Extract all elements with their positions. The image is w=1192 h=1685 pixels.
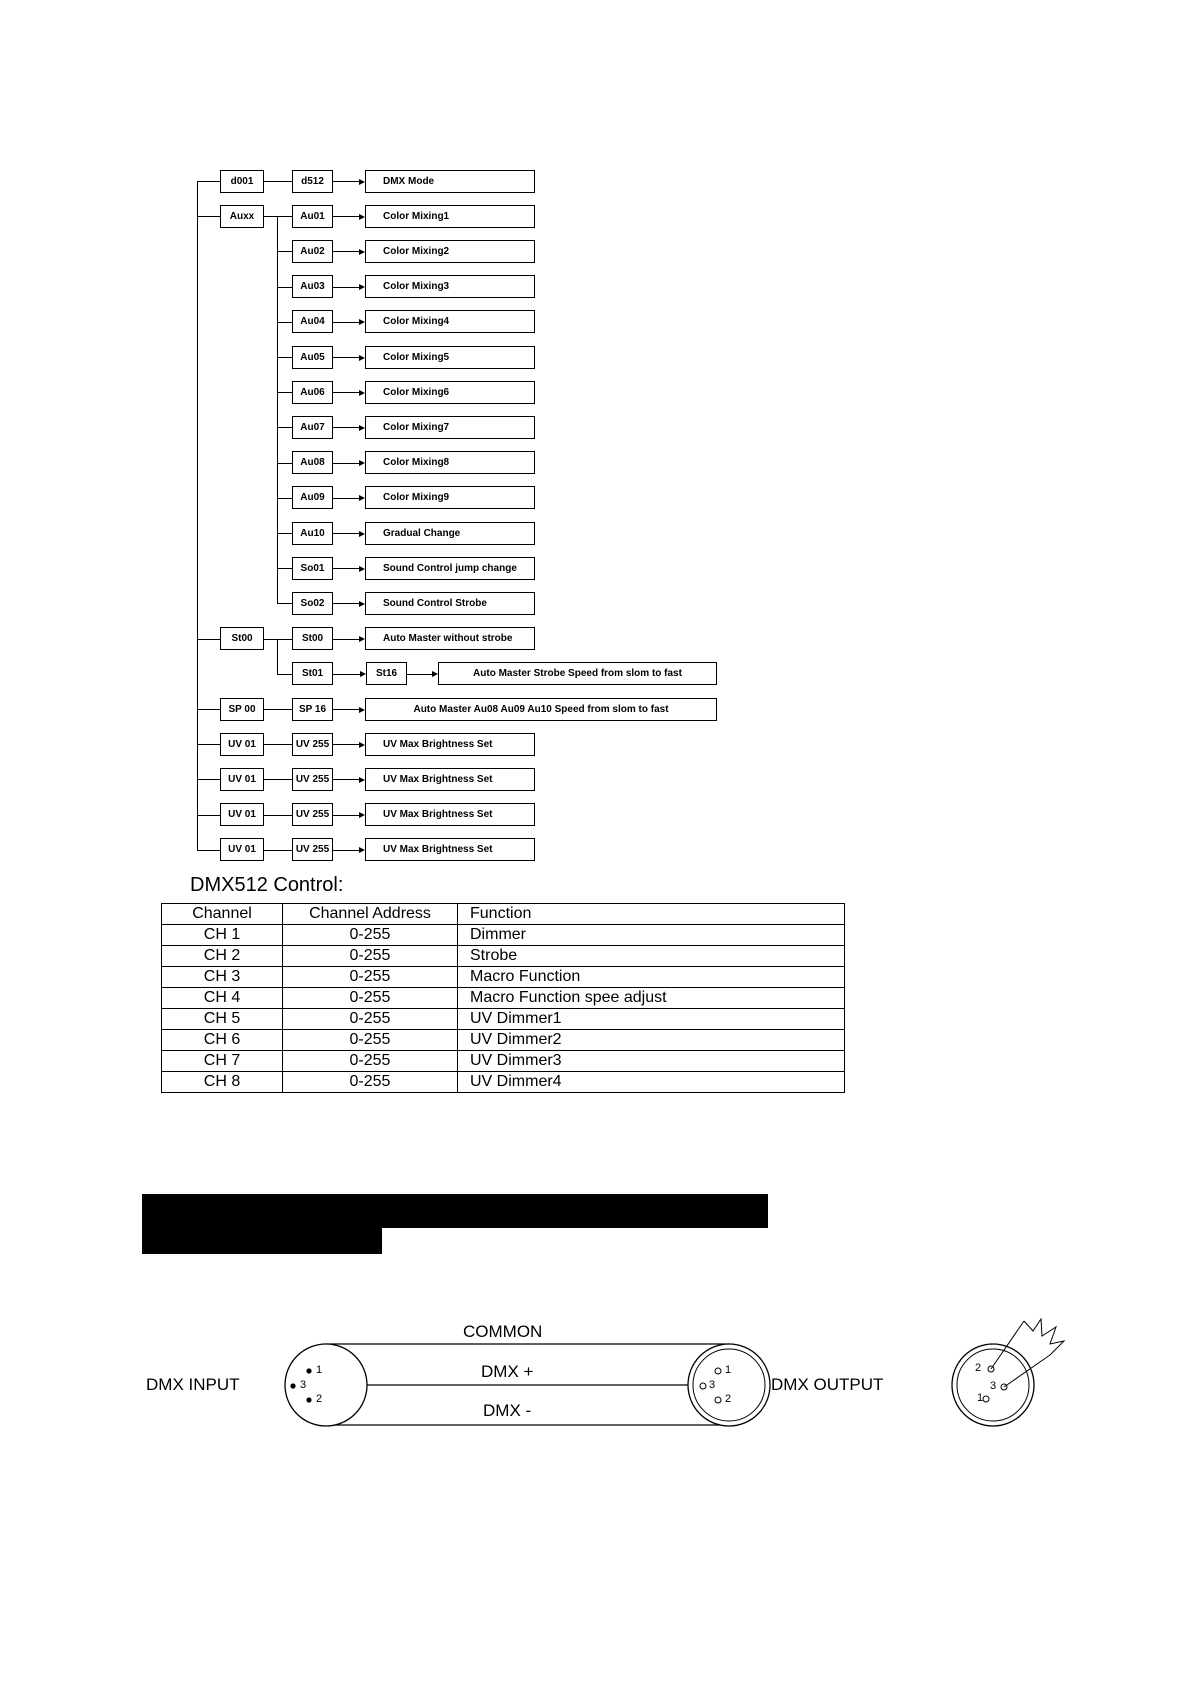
menu-function-box: Auto Master without strobe: [365, 627, 535, 650]
menu-function-box: Color Mixing3: [365, 275, 535, 298]
input-pin-1-label: 1: [316, 1364, 323, 1376]
menu-level2-box: Au01: [292, 205, 333, 228]
function-cell: UV Dimmer2: [458, 1030, 845, 1051]
menu-function-box: UV Max Brightness Set: [365, 803, 535, 826]
channel-cell: CH 8: [162, 1072, 283, 1093]
menu-function-box: Color Mixing5: [365, 346, 535, 369]
channel-address-cell: 0-255: [283, 925, 458, 946]
menu-level1-box: Auxx: [220, 205, 264, 228]
channel-cell: CH 6: [162, 1030, 283, 1051]
menu-function-box: Color Mixing8: [365, 451, 535, 474]
channel-cell: CH 2: [162, 946, 283, 967]
menu-function-box: UV Max Brightness Set: [365, 838, 535, 861]
menu-level2-box: UV 255: [292, 768, 333, 791]
dmx-output-label: DMX OUTPUT: [771, 1375, 884, 1394]
menu-function-box: Color Mixing6: [365, 381, 535, 404]
menu-level2-box: Au07: [292, 416, 333, 439]
menu-level2-box: UV 255: [292, 733, 333, 756]
dmx-plus-label: DMX +: [481, 1362, 534, 1381]
menu-function-box: Sound Control Strobe: [365, 592, 535, 615]
channel-address-cell: 0-255: [283, 1072, 458, 1093]
menu-level2-box: SP 16: [292, 698, 333, 721]
menu-level2-box: Au08: [292, 451, 333, 474]
menu-level2-box: Au06: [292, 381, 333, 404]
menu-level2-box: UV 255: [292, 838, 333, 861]
menu-function-box: DMX Mode: [365, 170, 535, 193]
dmx-minus-label: DMX -: [483, 1401, 532, 1420]
input-pin-3-label: 3: [300, 1379, 307, 1391]
channel-cell: CH 5: [162, 1009, 283, 1030]
input-pin-2-label: 2: [316, 1393, 323, 1405]
menu-function-box: Auto Master Au08 Au09 Au10 Speed from slom to fast: [365, 698, 717, 721]
menu-function-box: Color Mixing2: [365, 240, 535, 263]
function-cell: Strobe: [458, 946, 845, 967]
function-cell: UV Dimmer1: [458, 1009, 845, 1030]
menu-level2-box: Au10: [292, 522, 333, 545]
menu-function-box: Auto Master Strobe Speed from slom to fast: [438, 662, 717, 685]
menu-function-box: Sound Control jump change: [365, 557, 535, 580]
menu-function-box: Color Mixing9: [365, 486, 535, 509]
menu-level2-box: d512: [292, 170, 333, 193]
channel-address-cell: 0-255: [283, 1051, 458, 1072]
menu-function-box: Color Mixing7: [365, 416, 535, 439]
menu-level2-box: St00: [292, 627, 333, 650]
function-cell: UV Dimmer4: [458, 1072, 845, 1093]
menu-function-box: Color Mixing1: [365, 205, 535, 228]
menu-function-box: Color Mixing4: [365, 310, 535, 333]
output-pin-1-label: 1: [725, 1364, 732, 1376]
channel-cell: CH 1: [162, 925, 283, 946]
menu-level2-box: UV 255: [292, 803, 333, 826]
menu-level2-box: Au03: [292, 275, 333, 298]
menu-function-box: Gradual Change: [365, 522, 535, 545]
output-pin-3-label: 3: [709, 1379, 716, 1391]
connector-pin-1-label: 1: [977, 1392, 984, 1404]
connector-pin-2-label: 2: [975, 1362, 982, 1374]
header-channel-address: Channel Address: [283, 904, 458, 925]
header-function: Function: [458, 904, 845, 925]
function-cell: Macro Function spee adjust: [458, 988, 845, 1009]
connector-pin-3-label: 3: [990, 1380, 997, 1392]
channel-address-cell: 0-255: [283, 946, 458, 967]
function-cell: UV Dimmer3: [458, 1051, 845, 1072]
menu-level1-box: St00: [220, 627, 264, 650]
function-cell: Macro Function: [458, 967, 845, 988]
menu-level2-box: Au04: [292, 310, 333, 333]
menu-level2-box: So01: [292, 557, 333, 580]
dmx-table-title: DMX512 Control:: [190, 874, 344, 896]
menu-level2-box: So02: [292, 592, 333, 615]
common-label: COMMON: [463, 1322, 543, 1341]
menu-level3-box: St16: [366, 662, 407, 685]
menu-level2-box: Au02: [292, 240, 333, 263]
channel-cell: CH 4: [162, 988, 283, 1009]
channel-address-cell: 0-255: [283, 988, 458, 1009]
dmx-input-label: DMX INPUT: [146, 1375, 240, 1394]
menu-level1-box: UV 01: [220, 768, 264, 791]
channel-cell: CH 7: [162, 1051, 283, 1072]
menu-level2-box: St01: [292, 662, 333, 685]
channel-address-cell: 0-255: [283, 967, 458, 988]
menu-level2-box: Au05: [292, 346, 333, 369]
function-cell: Dimmer: [458, 925, 845, 946]
output-pin-2-label: 2: [725, 1393, 732, 1405]
menu-level1-box: UV 01: [220, 803, 264, 826]
header-channel: Channel: [162, 904, 283, 925]
menu-level1-box: UV 01: [220, 733, 264, 756]
menu-function-box: UV Max Brightness Set: [365, 733, 535, 756]
menu-level1-box: d001: [220, 170, 264, 193]
channel-cell: CH 3: [162, 967, 283, 988]
channel-address-cell: 0-255: [283, 1030, 458, 1051]
menu-level2-box: Au09: [292, 486, 333, 509]
menu-level1-box: UV 01: [220, 838, 264, 861]
channel-address-cell: 0-255: [283, 1009, 458, 1030]
menu-level1-box: SP 00: [220, 698, 264, 721]
menu-function-box: UV Max Brightness Set: [365, 768, 535, 791]
